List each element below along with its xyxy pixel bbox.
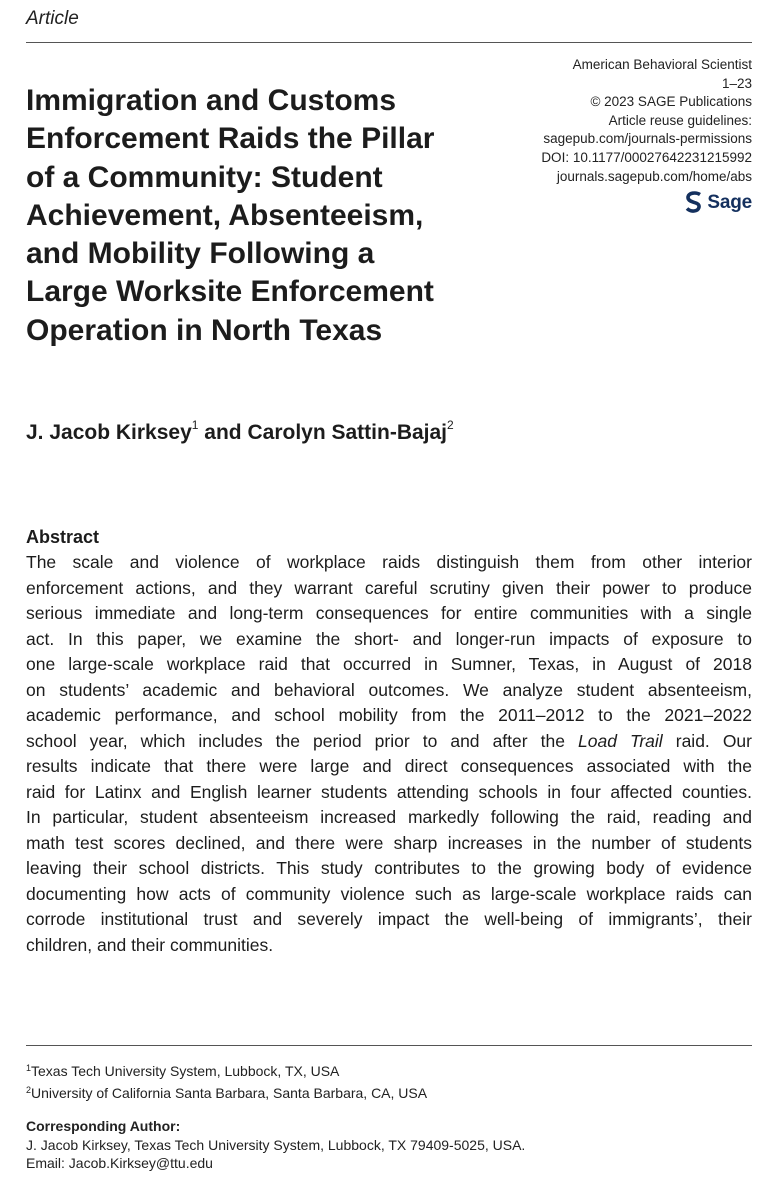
corresponding-heading: Corresponding Author: — [26, 1118, 181, 1134]
sage-logo — [685, 190, 752, 216]
sage-logo-text: Sage — [707, 192, 752, 213]
journal-name: American Behavioral Scientist — [572, 57, 752, 72]
affiliation-text: Texas Tech University System, Lubbock, TX, USA — [31, 1063, 340, 1079]
sage-s-icon — [685, 191, 703, 215]
affiliations — [26, 1060, 427, 1104]
abstract-line: enforcement actions, and they warrant careful scrutiny given their power to produce — [26, 577, 752, 598]
affiliation — [26, 1060, 427, 1082]
abstract-line: act. In this paper, we examine the short- and longer-run impacts of exposure to — [26, 628, 752, 649]
abstract-text: raid. Our — [662, 730, 752, 751]
title-line: Achievement, Absenteeism, — [26, 198, 424, 232]
article-title — [26, 82, 526, 350]
footnote-divider — [26, 1045, 752, 1046]
copyright: © 2023 SAGE Publications — [590, 94, 752, 110]
abstract-heading: Abstract — [26, 527, 100, 547]
author-name[interactable]: J. Jacob Kirksey — [26, 421, 192, 444]
abstract-line: documenting how acts of community violence such as large-scale workplace raids can — [26, 883, 752, 904]
top-divider — [26, 42, 752, 43]
author-list — [26, 418, 454, 445]
abstract-line: corrode institutional trust and severely impact the well-being of immigrants’, their — [26, 909, 752, 929]
journal-info — [541, 56, 752, 186]
author-name[interactable]: Carolyn Sattin-Bajaj — [247, 421, 448, 444]
abstract-line: math test scores declined, and there were sharp increases in the number of students — [26, 832, 752, 853]
abstract-text: school year, which includes the period prior to and after the — [26, 730, 578, 751]
affiliation-number: 1 — [26, 1063, 32, 1073]
abstract-line: results indicate that there were large and direct consequences associated with the — [26, 756, 752, 776]
abstract-line: In particular, student absenteeism increased markedly following the raid, reading and — [26, 807, 752, 827]
affiliation — [26, 1082, 427, 1104]
title-line: Immigration and Customs — [26, 84, 397, 117]
abstract-line: raid for Latinx and English learner students attending schools in four affected counties. — [26, 781, 752, 802]
abstract-line: academic performance, and school mobility from the 2011–2012 to the 2021–2022 — [26, 705, 752, 725]
affiliation-number: 2 — [26, 1085, 32, 1095]
section-label: Article — [26, 8, 79, 29]
abstract-line: on students’ academic and behavioral outcomes. We analyze student absenteeism, — [26, 679, 752, 700]
abstract-italic-term: Load Trail — [578, 730, 663, 751]
reuse-link[interactable]: sagepub.com/journals-permissions — [543, 131, 752, 147]
doi[interactable]: DOI: 10.1177/00027642231215992 — [541, 149, 752, 165]
affiliation-marker: 1 — [191, 418, 199, 432]
title-line: Enforcement Raids the Pillar — [26, 122, 435, 156]
abstract-line: serious immediate and long-term consequences for entire communities with a single — [26, 603, 752, 623]
title-line: Large Worksite Enforcement — [26, 275, 434, 309]
corresponding-address: J. Jacob Kirksey, Texas Tech University System, Lubbock, TX 79409-5025, USA. — [26, 1136, 526, 1153]
abstract-body — [26, 550, 752, 958]
reuse-label: Article reuse guidelines: — [608, 112, 752, 128]
corresponding-email[interactable]: Email: Jacob.Kirksey@ttu.edu — [26, 1155, 213, 1171]
abstract-line: The scale and violence of workplace raids distinguish them from other interior — [26, 552, 752, 572]
abstract-line: leaving their school districts. This study contributes to the growing body of evidence — [26, 858, 752, 878]
title-line: Operation in North Texas — [26, 313, 383, 347]
journal-home-link[interactable]: journals.sagepub.com/home/abs — [556, 168, 752, 184]
title-line: and Mobility Following a — [26, 237, 375, 271]
page-range: 1–23 — [721, 75, 752, 91]
author-joiner: and — [198, 421, 248, 444]
abstract-line: children, and their communities. — [26, 934, 274, 955]
abstract-line — [26, 729, 752, 755]
corresponding-author — [26, 1117, 525, 1173]
affiliation-text: University of California Santa Barbara, Santa Barbara, CA, USA — [31, 1085, 428, 1101]
title-line: of a Community: Student — [26, 160, 383, 194]
affiliation-marker: 2 — [447, 418, 454, 432]
abstract-line: one large-scale workplace raid that occurred in Sumner, Texas, in August of 2018 — [26, 654, 752, 674]
